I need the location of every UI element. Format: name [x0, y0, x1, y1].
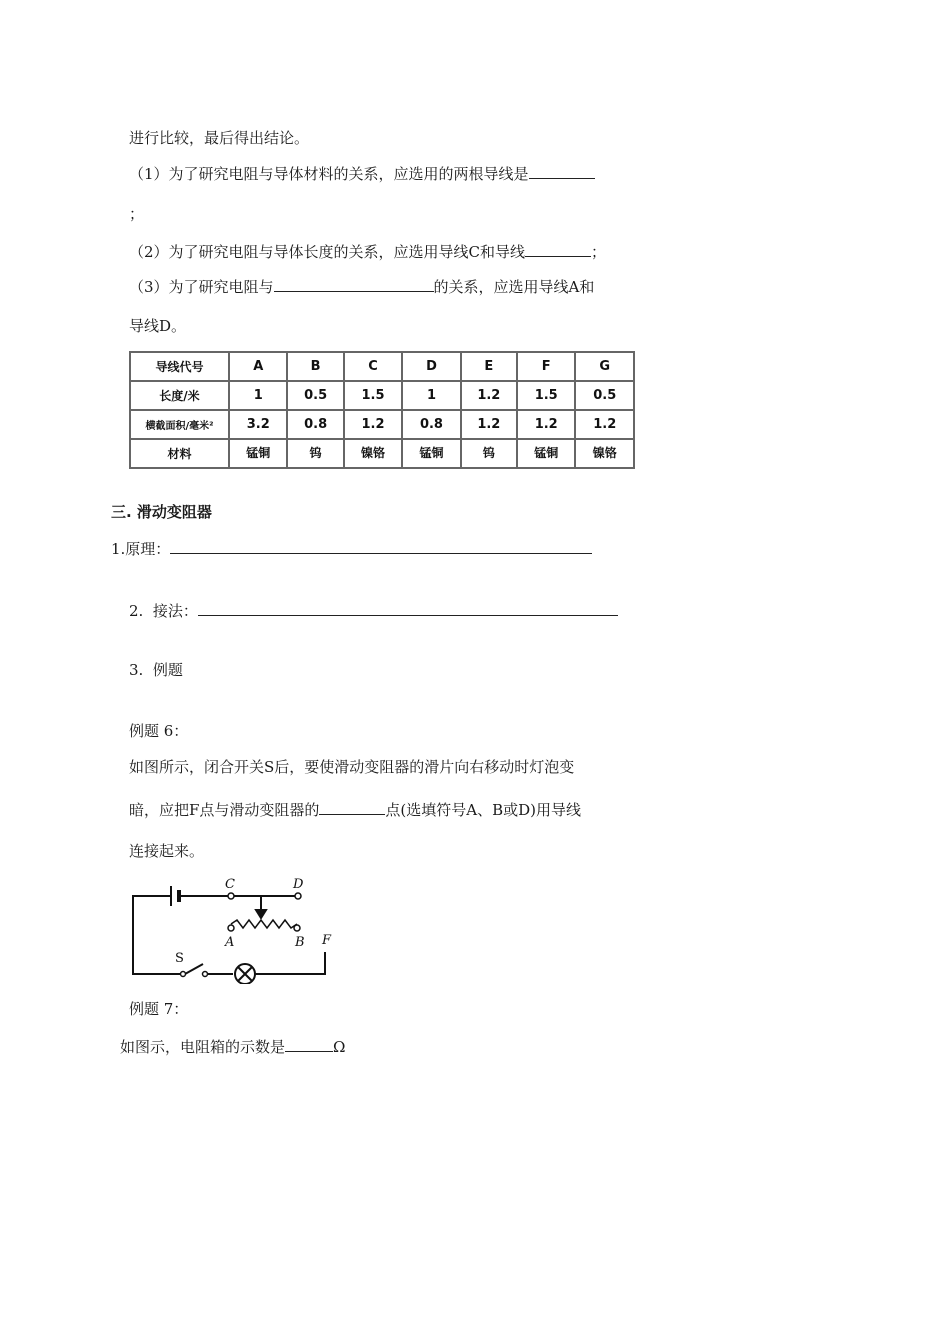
example-6-text-after: 点(选填符号A、B或D)用导线 — [385, 801, 582, 819]
table-row-length — [130, 381, 634, 410]
table-cell: 0.8 — [402, 410, 460, 439]
label-d: D — [293, 877, 304, 892]
terminal-a — [228, 925, 234, 931]
principle-blank[interactable] — [170, 538, 592, 554]
table-cell: 0.5 — [575, 381, 634, 410]
question-2-text: （2）为了研究电阻与导体长度的关系，应选用导线C和导线 — [129, 243, 526, 261]
table-header-cell: F — [517, 352, 575, 381]
table-cell: 1.2 — [461, 381, 517, 410]
table-header-row — [130, 352, 634, 381]
example-6-line-3: 连接起来。 — [129, 842, 205, 860]
table-row-area — [130, 410, 634, 439]
table-cell: 1 — [229, 381, 287, 410]
example-6-text-before: 暗，应把F点与滑动变阻器的 — [129, 801, 320, 819]
question-1-tail: ； — [129, 205, 145, 223]
principle-label: 1.原理： — [111, 540, 171, 558]
table-header-cell: B — [287, 352, 343, 381]
table-cell: 镍铬 — [575, 439, 634, 468]
table-header-cell: E — [461, 352, 517, 381]
row-label: 横截面积/毫米² — [130, 410, 229, 439]
question-1 — [129, 163, 595, 184]
table-cell: 3.2 — [229, 410, 287, 439]
table-cell: 1.5 — [344, 381, 402, 410]
connection-blank[interactable] — [198, 600, 618, 616]
table-cell: 1.2 — [461, 410, 517, 439]
table-cell: 1.2 — [344, 410, 402, 439]
table-cell: 1 — [402, 381, 460, 410]
table-cell: 1.2 — [575, 410, 634, 439]
terminal-b — [294, 925, 300, 931]
table-header-cell: D — [402, 352, 460, 381]
wire-table — [129, 351, 635, 469]
question-2-tail: ； — [591, 243, 607, 261]
table-row-material — [130, 439, 634, 468]
table-header-cell: G — [575, 352, 634, 381]
resistor-coil — [231, 920, 297, 928]
section-3-title: 三. 滑动变阻器 — [111, 503, 212, 521]
examples-label: 3. 例题 — [129, 661, 183, 679]
table-header-cell: A — [229, 352, 287, 381]
label-a: A — [225, 935, 235, 950]
row-label: 长度/米 — [130, 381, 229, 410]
table-cell: 0.5 — [287, 381, 343, 410]
table-cell: 锰铜 — [517, 439, 575, 468]
connection-label: 2. 接法： — [129, 602, 198, 620]
label-b: B — [295, 935, 305, 950]
switch-contact-left — [181, 972, 186, 977]
example-6-title: 例题 6： — [129, 722, 189, 740]
table-cell: 锰铜 — [229, 439, 287, 468]
table-cell: 锰铜 — [402, 439, 460, 468]
question-2 — [129, 241, 606, 262]
connection-line — [129, 600, 618, 621]
answer-blank-1[interactable] — [529, 163, 595, 179]
row-label: 材料 — [130, 439, 229, 468]
answer-blank-3[interactable] — [274, 276, 434, 292]
question-3-text-before: （3）为了研究电阻与 — [129, 278, 274, 296]
intro-text: 进行比较，最后得出结论。 — [129, 129, 310, 147]
answer-blank-2[interactable] — [525, 241, 591, 257]
table-cell: 0.8 — [287, 410, 343, 439]
principle-line — [111, 538, 592, 559]
switch-blade — [185, 964, 203, 974]
example-6-line-1: 如图所示，闭合开关S后，要使滑动变阻器的滑片向右移动时灯泡变 — [129, 758, 575, 776]
example-6-line-2 — [129, 799, 581, 820]
table-header-cell: C — [344, 352, 402, 381]
table-cell: 钨 — [461, 439, 517, 468]
switch-contact-right — [203, 972, 208, 977]
table-header-cell: 导线代号 — [130, 352, 229, 381]
right-wire — [255, 952, 325, 974]
question-1-text: （1）为了研究电阻与导体材料的关系，应选用的两根导线是 — [129, 165, 529, 183]
slider-arrow — [256, 910, 266, 918]
example-7-blank[interactable] — [285, 1036, 333, 1052]
label-s: S — [175, 951, 184, 966]
example-7-title: 例题 7： — [129, 1000, 189, 1018]
table-cell: 1.5 — [517, 381, 575, 410]
question-3-continued: 导线D。 — [129, 317, 187, 335]
table-cell: 镍铬 — [344, 439, 402, 468]
label-c: C — [225, 877, 235, 892]
table-cell: 钨 — [287, 439, 343, 468]
question-3-text-after: 的关系，应选用导线A和 — [433, 278, 595, 296]
terminal-c — [228, 893, 234, 899]
table-cell: 1.2 — [517, 410, 575, 439]
left-wire — [133, 896, 175, 974]
example-7-text — [120, 1036, 345, 1057]
example-7-unit: Ω — [333, 1038, 346, 1056]
example-6-blank[interactable] — [319, 799, 385, 815]
label-f: F — [322, 933, 332, 948]
question-3 — [129, 276, 594, 297]
terminal-d — [295, 893, 301, 899]
circuit-diagram — [125, 874, 345, 984]
example-7-question: 如图示，电阻箱的示数是 — [120, 1038, 286, 1056]
